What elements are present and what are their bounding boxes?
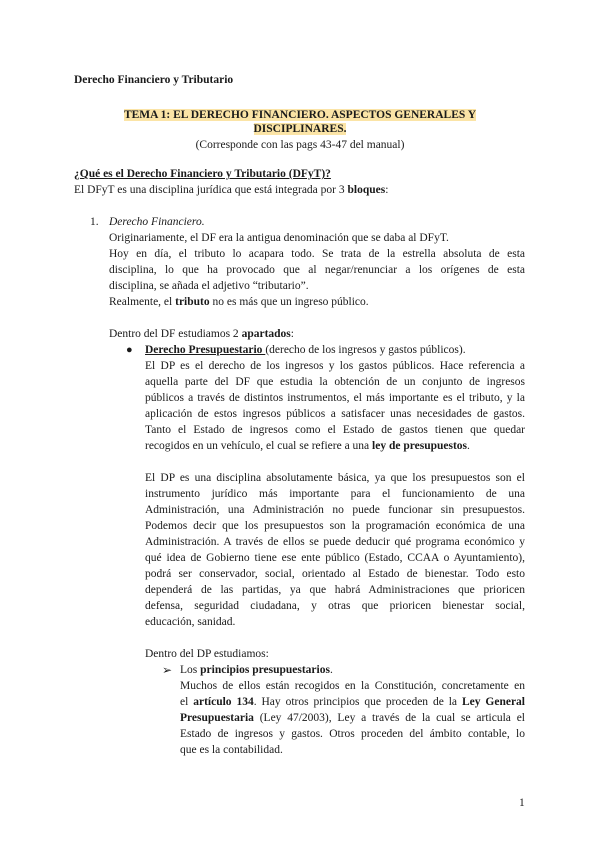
- tema-title-line2-text: DISCIPLINARES.: [253, 123, 347, 135]
- item1-p2-l3: disciplina, se añada el adjetivo “tributario”.: [109, 280, 309, 292]
- dp-para1-line: Tanto el Estado de ingresos como el Estado de gastos tienen que quedar: [145, 424, 525, 436]
- dp-para1-line: El DP es el derecho de los ingresos y los gastos públicos. Hace referencia a: [145, 360, 525, 372]
- arrow-item-l2-pre: el: [180, 696, 194, 708]
- arrow-item-l3: [180, 710, 525, 726]
- tema-title-line2: [0, 121, 600, 137]
- item1-title: Derecho Financiero.: [109, 216, 205, 228]
- bullet-dp-note: (derecho de los ingresos y gastos públicos).: [265, 344, 466, 356]
- section-intro-pre: El DFyT es una disciplina jurídica que está integrada por 3: [74, 184, 348, 196]
- item1-p2-l1: Hoy en día, el tributo lo acapara todo. Se trata de la estrella absoluta de esta: [109, 248, 525, 260]
- arrow-item-l2-bold1: artículo 134: [193, 696, 254, 708]
- item1-p3-post: no es más que un ingreso público.: [209, 296, 369, 308]
- arrow-item-pre: Los: [180, 664, 201, 676]
- dp-para1-line: públicos a través de distintos instrumentos, el más importante es el tributo, y la: [145, 392, 525, 404]
- dp-para1-last-post: .: [467, 440, 470, 452]
- section-intro-bold: bloques: [347, 184, 386, 196]
- tema-title-line1-text: TEMA 1: EL DERECHO FINANCIERO. ASPECTOS GENERALES Y: [123, 109, 477, 121]
- dp-para2-line: Podemos decir que los presupuestos son la programación económica de una: [145, 520, 525, 532]
- arrow-item-title: [180, 662, 333, 678]
- page-number: 1: [519, 797, 525, 809]
- item1-number: 1.: [90, 216, 99, 228]
- section-question: ¿Qué es el Derecho Financiero y Tributario (DFyT)?: [74, 168, 331, 180]
- arrow-item-l3-bold: Presupuestaria: [180, 712, 254, 724]
- section-intro: [74, 182, 388, 198]
- dp-para1-last-pre: recogidos en un vehículo, el cual se refiere a una: [145, 440, 373, 452]
- dp-para2-line: podrá ser conservador, social, orientado al Estado de bienestar. Todo esto: [145, 568, 525, 580]
- dp-para2-line: defensa, seguridad ciudadana, y otras que prioricen bienestar social,: [145, 600, 525, 612]
- dp-para1-line: aquella parte del DF que estudia la obtención de un conjunto de ingresos: [145, 376, 525, 388]
- dentro-df-bold: apartados: [241, 328, 291, 340]
- bullet-dot-icon: ●: [126, 344, 133, 356]
- dp-para2-line: Administración. A través de ellos se puede deducir qué programa económico y: [145, 536, 525, 548]
- dp-para2-line: qué idea de Gobierno tiene ese ente público (Estado, CCAA o Ayuntamiento),: [145, 552, 525, 564]
- dp-para2-line: El DP es una disciplina absolutamente básica, ya que los presupuestos son el: [145, 472, 525, 484]
- dp-para1-last: [145, 438, 470, 454]
- dp-para2-line: Administración, una Administración no puede funcionar sin presupuestos.: [145, 504, 525, 516]
- arrow-item-l4: Estado de ingresos y gastos. Otros proceden del ámbito contable, lo: [180, 728, 525, 740]
- arrow-item-l5: que es la contabilidad.: [180, 744, 283, 756]
- dentro-dp: Dentro del DP estudiamos:: [145, 648, 269, 660]
- arrow-item-post: .: [329, 664, 333, 676]
- arrow-item-bold: principios presupuestarios: [200, 664, 330, 676]
- bullet-dp-title-line: [145, 342, 466, 358]
- dp-para2-line: instrumento jurídico más importante para el funcionamiento de una: [145, 488, 525, 500]
- dp-para1-line: aplicación de estos ingresos públicos a satisfacer unas necesidades de gastos.: [145, 408, 525, 420]
- arrow-item-l3-post: (Ley 47/2003), Ley a través de la cual se articula el: [253, 712, 525, 724]
- item1-p1: Originariamente, el DF era la antigua denominación que se daba al DFyT.: [109, 232, 449, 244]
- bullet-dp-title: Derecho Presupuestario: [145, 344, 266, 356]
- arrow-bullet-icon: ➢: [162, 663, 173, 677]
- dentro-df: [109, 326, 294, 342]
- arrow-item-l2: [180, 694, 525, 710]
- dentro-df-post: :: [290, 328, 294, 340]
- arrow-item-l2-bold2: Ley General: [461, 696, 526, 708]
- dentro-df-pre: Dentro del DF estudiamos 2: [109, 328, 242, 340]
- dp-para1-last-bold: ley de presupuestos: [372, 440, 468, 452]
- item1-p3-pre: Realmente, el: [109, 296, 176, 308]
- section-intro-post: :: [385, 184, 389, 196]
- tema-subtitle: (Corresponde con las pags 43-47 del manual): [195, 139, 405, 151]
- doc-title: Derecho Financiero y Tributario: [74, 74, 234, 86]
- arrow-item-l2-mid: . Hay otros principios que proceden de la: [253, 696, 462, 708]
- dp-para2-last: educación, sanidad.: [145, 616, 236, 628]
- item1-p3: [109, 294, 369, 310]
- item1-p2-l2: disciplina, lo que ha provocado que al negar/renunciar a los orígenes de esta: [109, 264, 525, 276]
- item1-p3-bold: tributo: [175, 296, 210, 308]
- dp-para2-line: dependerá de las partidas, ya que habrá Administraciones que prioricen: [145, 584, 525, 596]
- arrow-item-l1: Muchos de ellos están recogidos en la Constitución, concretamente en: [180, 680, 525, 692]
